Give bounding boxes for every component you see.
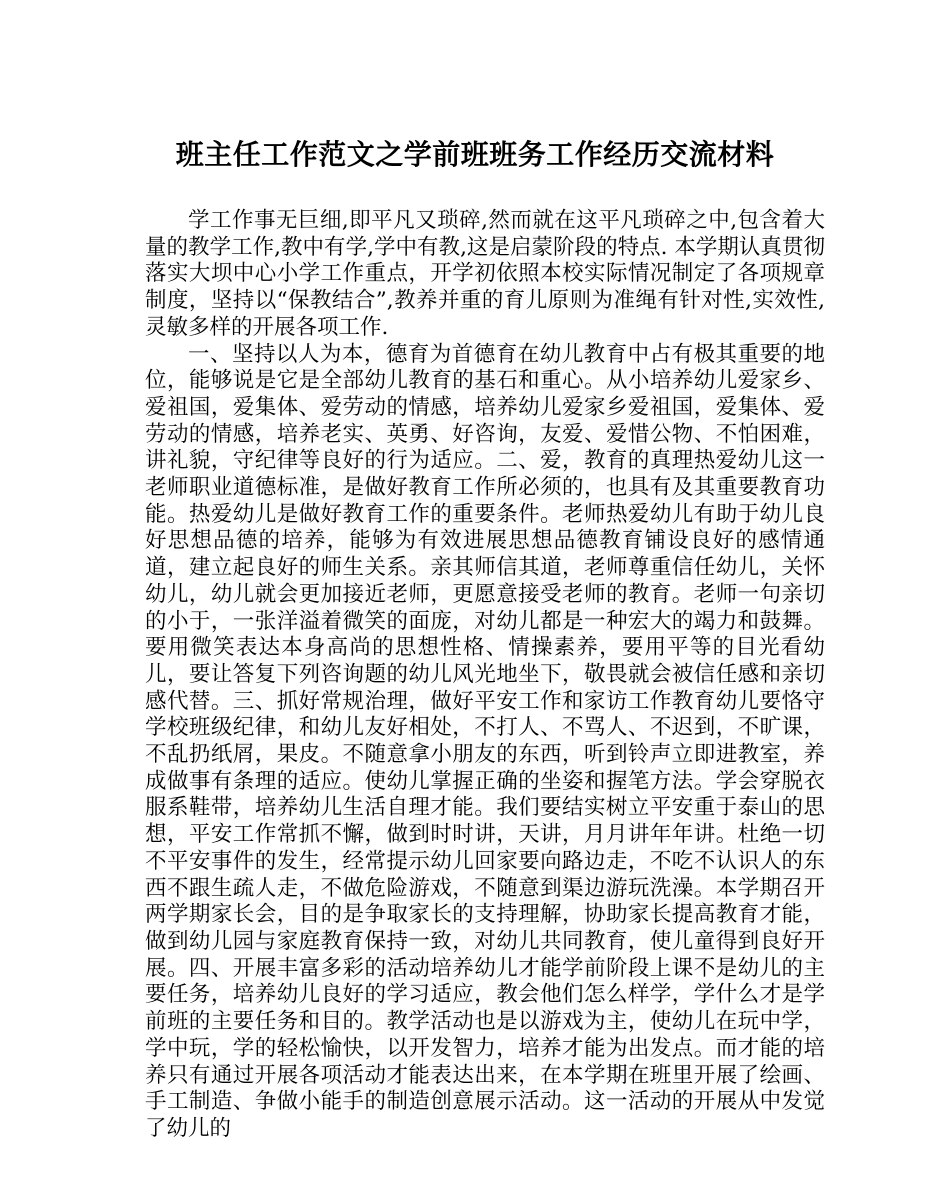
document-title: 班主任工作范文之学前班班务工作经历交流材料	[175, 138, 775, 171]
body-paragraph: 一、坚持以人为本，德育为首德育在幼儿教育中占有极其重要的地位，能够说是它是全部幼儿教育的基石和重心。从小培养幼儿爱家乡、爱祖国，爱集体、爱劳动的情感，培养幼儿爱家乡爱祖国，爱集体、爱劳动的情感，培养老实、英勇、好咨询，友爱、爱惜公物、不怕困难，讲礼貌，守纪律等良好的行为适应。二、爱，教育的真理热爱幼儿这一老师职业道德标准，是做好教育工作所必须的，也具有及其重要教育功能。热爱幼儿是做好教育工作的重要条件。老师热爱幼儿有助于幼儿良好思想品德的培养，能够为有效进展思想品德教育铺设良好的感情通道，建立起良好的师生关系。亲其师信其道，老师尊重信任幼儿，关怀幼儿，幼儿就会更加接近老师，更愿意接受老师的教育。老师一句亲切的小于，一张洋溢着微笑的面庞，对幼儿都是一种宏大的竭力和鼓舞。要用微笑表达本身高尚的思想性格、情操素养，要用平等的目光看幼儿，要让答复下列咨询题的幼儿风光地坐下，敬畏就会被信任感和亲切感代替。三、抓好常规治理，做好平安工作和家访工作教育幼儿要恪守学校班级纪律，和幼儿友好相处，不打人、不骂人、不迟到，不旷课，不乱扔纸屑，果皮。不随意拿小朋友的东西，听到铃声立即进教室，养成做事有条理的适应。使幼儿掌握正确的坐姿和握笔方法。学会穿脱衣服系鞋带，培养幼儿生活自理才能。我们要结实树立平安重于泰山的思想，平安工作常抓不懈，做到时时讲，天讲，月月讲年年讲。杜绝一切不平安事件的发生，经常提示幼儿回家要向路边走，不吃不认识人的东西不跟生疏人走，不做危险游戏，不随意到渠边游玩洗澡。本学期召开两学期家长会，目的是争取家长的支持理解，协助家长提高教育才能，做到幼儿园与家庭教育保持一致，对幼儿共同教育，使儿童得到良好开展。四、开展丰富多彩的活动培养幼儿才能学前阶段上课不是幼儿的主要任务，培养幼儿良好的学习适应，教会他们怎么样学，学什么才是学前班的主要任务和目的。教学活动也是以游戏为主，使幼儿在玩中学，学中玩，学的轻松愉快，以开发智力，培养才能为出发点。而才能的培养只有通过开展各项活动才能表达出来，在本学期在班里开展了绘画、手工制造、争做小能手的制造创意展示活动。这一活动的开展从中发觉了幼儿的	[145, 341, 825, 1141]
document-body	[145, 208, 825, 1143]
intro-paragraph: 学工作事无巨细,即平凡又琐碎,然而就在这平凡琐碎之中,包含着大量的教学工作,教中有学,学中有教,这是启蒙阶段的特点. 本学期认真贯彻落实大坝中心小学工作重点，开学初依照本校实际情况制定了各项规章制度，坚持以“保教结合”,教养并重的育儿原则为准绳有针对性,实效性,灵敏多样的开展各项工作.	[145, 208, 825, 340]
